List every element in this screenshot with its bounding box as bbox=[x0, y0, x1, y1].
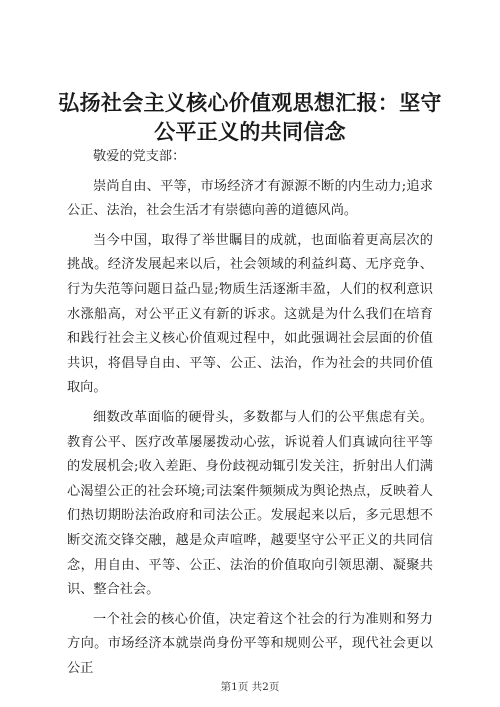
document-body bbox=[67, 145, 433, 686]
greeting: 敬爱的党支部： bbox=[93, 149, 186, 164]
paragraph-2: 当今中国，取得了举世瞩目的成就，也面临着更高层次的挑战。经济发展起来以后，社会领域的利益纠葛、无序竞争、行为失范等问题日益凸显;物质生活逐渐丰盈，人们的权利意识水涨船高，对公平正义有新的诉求。这就是为什么我们在培育和践行社会主义核心价值观过程中，如此强调社会层面的价值共识，将倡导自由、平等、公正、法治，作为社会的共同价值取向。 bbox=[67, 232, 433, 396]
document-title: 弘扬社会主义核心价值观思想汇报：坚守公平正义的共同信念 bbox=[58, 90, 442, 144]
paragraph-3: 细数改革面临的硬骨头，多数都与人们的公平焦虑有关。教育公平、医疗改革屡屡拨动心弦，诉说着人们真诚向往平等的发展机会;收入差距、身份歧视动辄引发关注，折射出人们满心渴望公正的社会环境;司法案件频频成为舆论热点，反映着人们热切期盼法治政府和司法公正。发展起来以后，多元思想不断交流交锋交融，越是众声喧哗，越要坚守公平正义的共同信念，用自由、平等、公正、法治的价值取向引领思潮、凝聚共识、整合社会。 bbox=[67, 409, 433, 598]
paragraph-1: 崇尚自由、平等，市场经济才有源源不断的内生动力;追求公正、法治，社会生活才有崇德向善的道德风尚。 bbox=[67, 178, 433, 219]
paragraph-4: 一个社会的核心价值，决定着这个社会的行为准则和努力方向。市场经济本就崇尚身份平等和规则公平，现代社会更以公正 bbox=[67, 611, 433, 676]
page-footer: 第1页 共2页 bbox=[220, 681, 280, 693]
